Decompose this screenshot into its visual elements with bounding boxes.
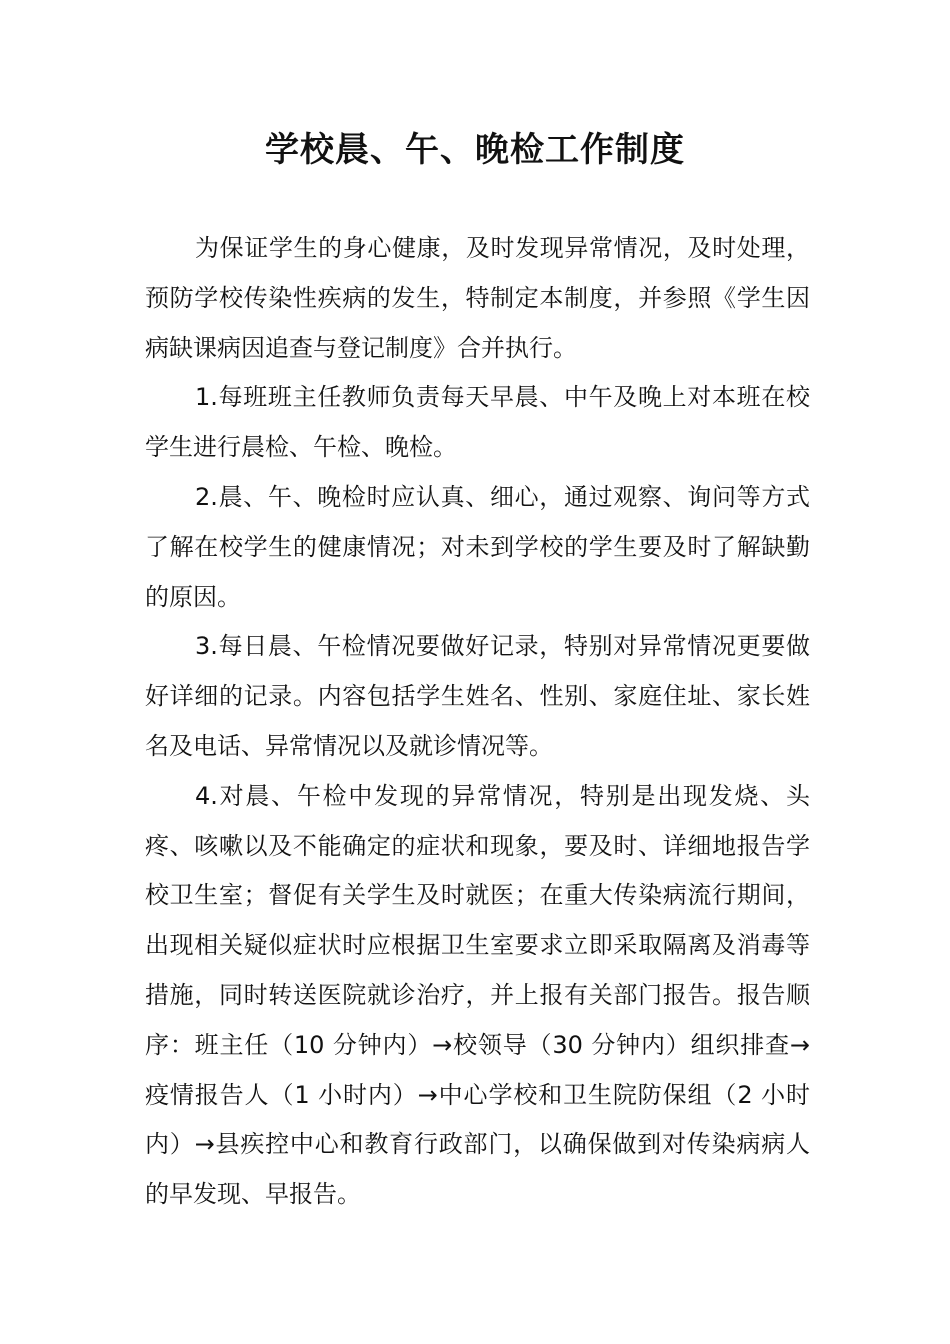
rule-4-paragraph: 4.对晨、午检中发现的异常情况，特别是出现发烧、头疼、咳嗽以及不能确定的症状和现象，要及时、详细地报告学校卫生室；督促有关学生及时就医；在重大传染病流行期间，出现相关疑似症状时应根据卫生室要求立即采取隔离及消毒等措施，同时转送医院就诊治疗，并上报有关部门报告。报告顺序：班主任（10 分钟内）→校领导（30 分钟内）组织排查→疫情报告人（1 小时内）→中心学校和卫生院防保组（2 小时内）→县疾控中心和教育行政部门，以确保做到对传染病病人的早发现、早报告。: [145, 781, 810, 1209]
document-body: [145, 224, 810, 1220]
rule-3-paragraph: 3.每日晨、午检情况要做好记录，特别对异常情况更要做好详细的记录。内容包括学生姓名、性别、家庭住址、家长姓名及电话、异常情况以及就诊情况等。: [145, 632, 810, 760]
rule-1-paragraph: 1.每班班主任教师负责每天早晨、中午及晚上对本班在校学生进行晨检、午检、晚检。: [145, 383, 810, 462]
rule-2-paragraph: 2.晨、午、晚检时应认真、细心，通过观察、询问等方式了解在校学生的健康情况；对未到学校的学生要及时了解缺勤的原因。: [145, 482, 810, 611]
intro-paragraph: 为保证学生的身心健康，及时发现异常情况，及时处理，预防学校传染性疾病的发生，特制定本制度，并参照《学生因病缺课病因追查与登记制度》合并执行。: [145, 234, 810, 362]
document-title: 学校晨、午、晚检工作制度: [265, 130, 685, 170]
